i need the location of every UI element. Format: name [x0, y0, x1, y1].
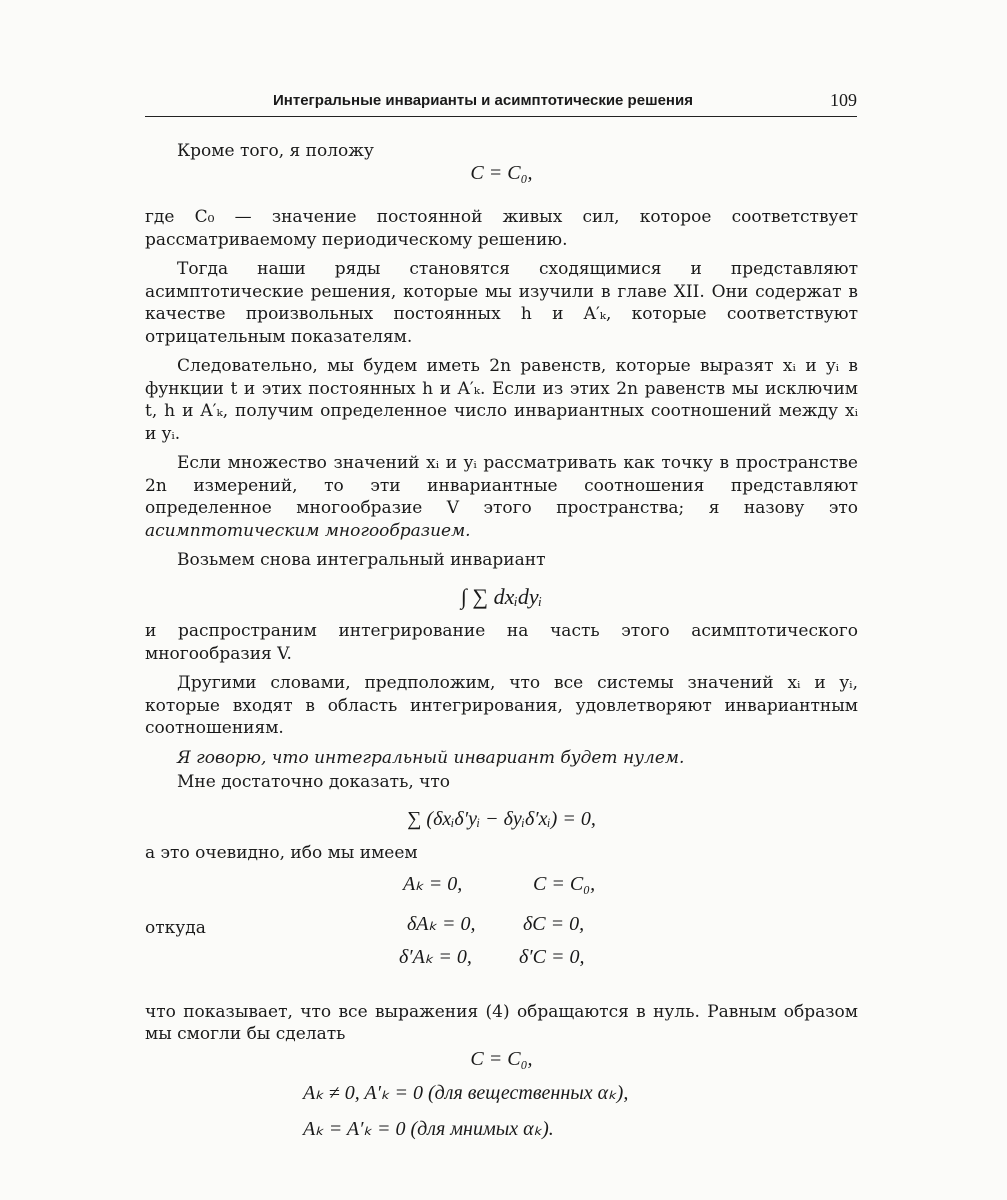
paragraph-conclusion: что показывает, что все выражения (4) обращаются в нуль. Равным образом мы смогли бы сделать: [145, 1001, 858, 1044]
paragraph-intro: Кроме того, я положу: [177, 141, 374, 161]
manifold-term: асимптотическим многообразием.: [145, 520, 471, 541]
eq-delta-prime-ak-zero: δ′Aₖ = 0,: [399, 945, 472, 968]
intro-block: [145, 140, 858, 192]
paragraph-suffices: Мне достаточно доказать, что: [177, 772, 451, 792]
page-body: [145, 140, 858, 1152]
paragraph-other-words: Другими словами, предположим, что все системы значений xᵢ и yᵢ, которые входят в область интегрирования, удовлетворяют инвариантным соотношениям.: [145, 673, 858, 738]
paragraph-series: Тогда наши ряды становятся сходящимися и представляют асимптотические решения, которые мы изучили в главе XII. Они содержат в качестве произвольных постоянных h и A′ₖ, которые соответствуют отрицательным показателям.: [145, 259, 858, 347]
formula-c-c0-again: C = C₀,: [470, 1047, 533, 1070]
paragraph-extend-integration: и распространим интегрирование на часть этого асимптотического многообразия V.: [145, 621, 858, 664]
formula-integral-invariant: ∫ ∑ dxᵢdyᵢ: [460, 583, 543, 609]
paragraph-invariant-intro: Возьмем снова интегральный инвариант: [177, 550, 546, 570]
running-title: Интегральные инварианты и асимптотические решения: [273, 92, 693, 109]
equation-system: [145, 873, 858, 991]
eq-delta-ak-zero: δAₖ = 0,: [407, 912, 476, 935]
page-number: 109: [830, 90, 857, 110]
page-header: [145, 90, 857, 117]
eq-delta-c-zero: δC = 0,: [523, 912, 585, 935]
paragraph-equations: Следовательно, мы будем иметь 2n равенств, которые выразят xᵢ и yᵢ в функции t и этих постоянных h и A′ₖ. Если из этих 2n равенств мы исключим t, h и A′ₖ, получим определенное число инвариантных соотношений между xᵢ и yᵢ.: [145, 356, 858, 444]
condition-real: Aₖ ≠ 0, A′ₖ = 0 (для вещественных αₖ),: [303, 1082, 629, 1104]
paragraph-c0-definition: где C₀ — значение постоянной живых сил, которое соответствует рассматриваемому периодическому решению.: [145, 207, 858, 250]
final-conditions: [145, 1082, 858, 1152]
paragraph-claim: Я говорю, что интегральный инвариант будет нулем.: [177, 747, 685, 768]
formula-sum-zero: ∑ (δxᵢδ′yᵢ − δyᵢδ′xᵢ) = 0,: [407, 807, 596, 830]
paragraph-obvious: а это очевидно, ибо мы имеем: [145, 843, 418, 863]
paragraph-manifold: [145, 452, 858, 542]
manifold-text: Если множество значений xᵢ и yᵢ рассматривать как точку в пространстве 2n измерений, то эти инвариантные соотношения представляют определенное многообразие V этого пространства; я назову это: [145, 453, 858, 518]
eq-ak-zero: Aₖ = 0,: [403, 872, 463, 895]
system-label: откуда: [145, 917, 206, 938]
eq-c-c0: C = C₀,: [533, 872, 596, 895]
eq-delta-prime-c-zero: δ′C = 0,: [519, 945, 585, 968]
formula-c-equals-c0: C = C₀,: [470, 162, 533, 184]
condition-imaginary: Aₖ = A′ₖ = 0 (для мнимых αₖ).: [303, 1118, 554, 1140]
